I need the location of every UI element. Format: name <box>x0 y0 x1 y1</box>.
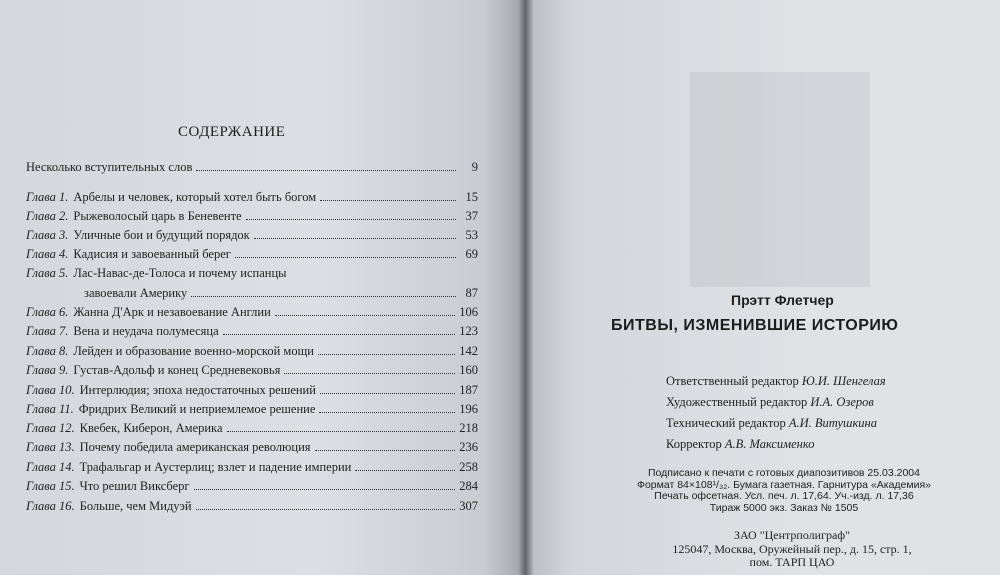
book-title: БИТВЫ, ИЗМЕНИВШИЕ ИСТОРИЮ <box>611 317 899 334</box>
toc-page-number: 218 <box>459 421 478 435</box>
toc-row <box>26 479 478 497</box>
chapter-label: Глава 14. <box>26 460 75 474</box>
chapter-title: Арбелы и человек, который хотел быть богом <box>73 190 317 204</box>
credit-line <box>666 437 886 458</box>
chapter-title: Жанна Д'Арк и незавоевание Англии <box>73 305 271 319</box>
leader-dots <box>223 334 456 335</box>
chapter-title: Интерлюдия; эпоха недостаточных решений <box>79 383 316 397</box>
chapter-label: Глава 3. <box>26 228 69 242</box>
chapter-title: Рыжеволосый царь в Беневенте <box>73 209 242 223</box>
chapter-label: Глава 6. <box>26 305 69 319</box>
chapter-label: Глава 1. <box>26 190 69 204</box>
imprint-block <box>624 468 944 514</box>
leader-dots <box>275 315 455 316</box>
leader-dots <box>191 296 456 297</box>
toc-page-number: 258 <box>459 460 478 474</box>
credit-role: Ответственный редактор <box>666 374 799 388</box>
toc-page-number: 15 <box>465 190 478 204</box>
credit-role: Корректор <box>666 437 722 451</box>
leader-dots <box>320 393 455 394</box>
chapter-title: Квебек, Киберон, Америка <box>79 421 223 435</box>
toc-page-number: 87 <box>465 286 478 300</box>
leader-dots <box>284 373 455 374</box>
toc-page-number: 69 <box>465 247 478 261</box>
toc-row <box>26 190 478 208</box>
imprint-line: Тираж 5000 экз. Заказ № 1505 <box>709 501 859 514</box>
publisher-line: ЗАО "Центрполиграф" <box>733 528 851 542</box>
imprint-line: Подписано к печати с готовых диапозитивов 25.03.2004 <box>648 467 920 479</box>
chapter-title: Лейден и образование военно-морской мощи <box>73 344 314 358</box>
leader-dots <box>355 470 455 471</box>
toc-page-number: 37 <box>465 209 478 223</box>
toc-row-continuation <box>26 286 478 304</box>
leader-dots <box>319 412 455 413</box>
toc-page-number: 236 <box>459 440 478 454</box>
chapter-label: Глава 10. <box>26 383 75 397</box>
chapter-title: Кадисия и завоеванный берег <box>73 247 231 261</box>
chapter-title: Что решил Виксберг <box>79 479 190 493</box>
credit-line <box>666 395 886 416</box>
toc-row <box>26 266 478 284</box>
toc-row <box>26 247 478 265</box>
imprint-line: Печать офсетная. Усл. печ. л. 17,64. Уч.-изд. л. 17,36 <box>654 490 914 502</box>
chapter-label: Глава 7. <box>26 324 69 338</box>
chapter-label: Глава 9. <box>26 363 69 377</box>
toc-row <box>26 324 478 342</box>
toc-page-number: 106 <box>459 305 478 319</box>
toc-page-number: 160 <box>459 363 478 377</box>
toc-row <box>26 402 478 420</box>
chapter-title: Лас-Навас-де-Толоса и почему испанцы <box>73 266 287 280</box>
chapter-title: Уличные бои и будущий порядок <box>73 228 250 242</box>
chapter-label: Глава 2. <box>26 209 69 223</box>
book-author: Прэтт Флетчер <box>731 292 834 308</box>
credit-name: И.А. Озеров <box>810 395 874 409</box>
chapter-label: Глава 16. <box>26 499 75 513</box>
credits-block <box>666 374 886 458</box>
chapter-label: Глава 5. <box>26 266 69 280</box>
toc-page-number: 187 <box>459 383 478 397</box>
leader-dots <box>194 489 456 490</box>
leader-dots <box>318 354 455 355</box>
leader-dots <box>315 450 456 451</box>
leader-dots <box>246 219 456 220</box>
chapter-label: Глава 15. <box>26 479 75 493</box>
imprint-line: Формат 84×108¹/₃₂. Бумага газетная. Гарнитура «Академия» <box>636 478 931 491</box>
chapter-label: Глава 13. <box>26 440 75 454</box>
leader-dots <box>196 170 456 171</box>
credit-name: А.И. Витушкина <box>788 416 877 430</box>
leader-dots <box>235 257 456 258</box>
toc-page-number: 53 <box>465 228 478 242</box>
toc-page-number: 142 <box>459 344 478 358</box>
toc-row <box>26 344 478 362</box>
publisher-block <box>624 529 960 570</box>
chapter-title: Почему победила американская революция <box>79 440 311 454</box>
book-gutter <box>518 0 534 575</box>
toc-page-number: 123 <box>459 324 478 338</box>
credit-line <box>666 374 886 395</box>
chapter-label: Глава 11. <box>26 402 74 416</box>
credit-name: А.В. Максименко <box>724 437 815 451</box>
chapter-title: Больше, чем Мидуэй <box>79 499 192 513</box>
chapter-label: Глава 4. <box>26 247 69 261</box>
toc-row <box>26 363 478 381</box>
chapter-label: Глава 12. <box>26 421 75 435</box>
chapter-title: Фридрих Великий и неприемлемое решение <box>78 402 316 416</box>
toc-row <box>26 383 478 401</box>
credit-line <box>666 416 886 437</box>
toc-page-number: 307 <box>459 499 478 513</box>
leader-dots <box>196 509 456 510</box>
toc-intro-title: Несколько вступительных слов <box>26 160 193 174</box>
toc-title: СОДЕРЖАНИЕ <box>178 124 286 140</box>
chapter-title: Трафальгар и Аустерлиц; взлет и падение империи <box>79 460 352 474</box>
chapter-label: Глава 8. <box>26 344 69 358</box>
leader-dots <box>254 238 456 239</box>
toc-page-number: 9 <box>471 160 478 174</box>
show-through-block <box>690 72 870 287</box>
toc-row <box>26 228 478 246</box>
toc-row <box>26 440 478 458</box>
credit-role: Художественный редактор <box>666 395 808 409</box>
leader-dots <box>320 200 456 201</box>
publisher-line: 125047, Москва, Оружейный пер., д. 15, стр. 1, <box>672 541 912 556</box>
toc-page-number: 196 <box>459 402 478 416</box>
chapter-title: Густав-Адольф и конец Средневековья <box>73 363 281 377</box>
toc-row <box>26 460 478 478</box>
toc-intro-row <box>26 160 478 178</box>
toc-row <box>26 499 478 517</box>
credit-role: Технический редактор <box>666 416 786 430</box>
toc-page-number: 284 <box>459 479 478 493</box>
chapter-title-continuation: завоевали Америку <box>84 286 188 300</box>
chapter-title: Вена и неудача полумесяца <box>73 324 219 338</box>
toc-row <box>26 209 478 227</box>
credit-name: Ю.И. Шенгелая <box>801 374 886 388</box>
publisher-line: пом. ТАРП ЦАО <box>749 555 835 569</box>
toc-row <box>26 421 478 439</box>
toc-row <box>26 305 478 323</box>
leader-dots <box>227 431 456 432</box>
